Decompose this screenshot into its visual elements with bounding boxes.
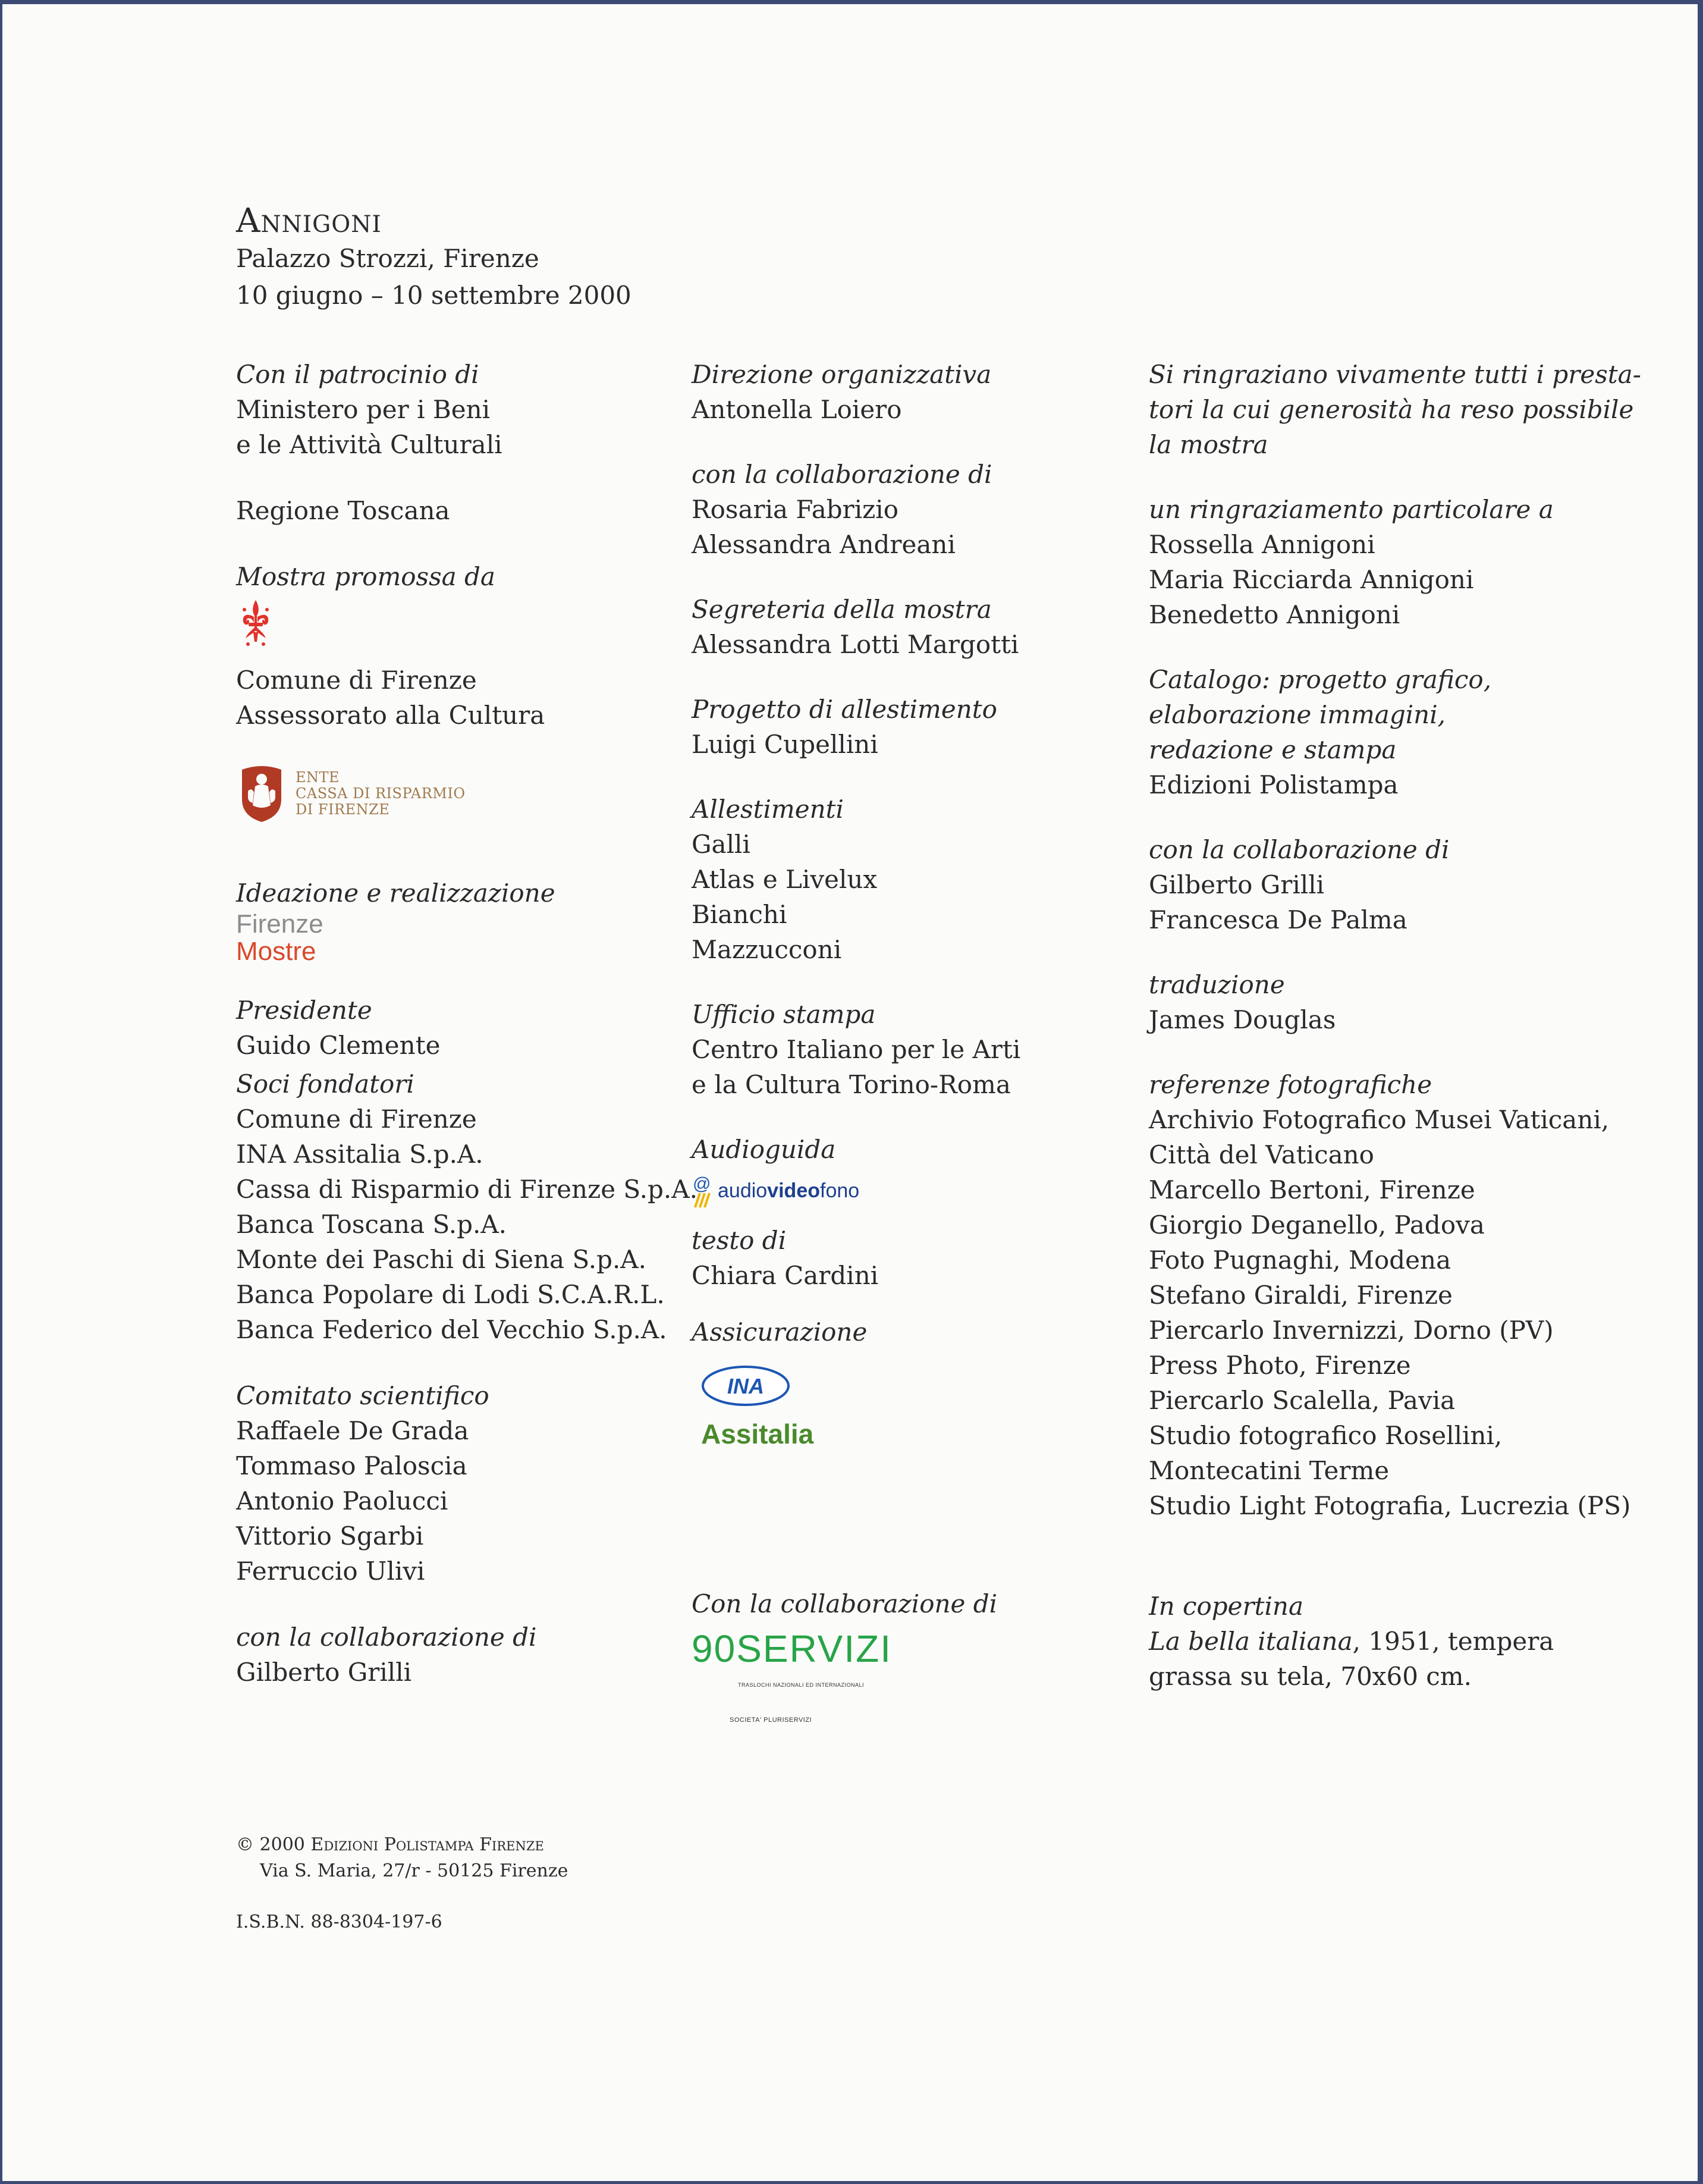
credit-line: Antonio Paolucci (236, 1486, 448, 1515)
credit-line: Galli (692, 830, 750, 859)
copertina-section (1149, 1589, 1613, 1694)
traduzione-section (1149, 967, 1613, 1037)
ina-logo-text: INA (727, 1374, 764, 1398)
credit-line: Piercarlo Scalella, Pavia (1149, 1386, 1456, 1415)
credit-line: Banca Toscana S.p.A. (236, 1210, 507, 1239)
book-binding-edge (1698, 0, 1703, 2184)
credit-line: Giorgio Deganello, Padova (1149, 1210, 1485, 1240)
credit-line: Foto Pugnaghi, Modena (1149, 1245, 1451, 1275)
credit-line: Studio fotografico Rosellini, (1149, 1421, 1503, 1450)
firenze-mostre-logo-line: Firenze (236, 909, 323, 939)
credit-line: Città del Vaticano (1149, 1140, 1374, 1169)
isbn-line: I.S.B.N. 88-8304-197-6 (236, 1912, 442, 1932)
section-label: Comitato scientifico (236, 1381, 489, 1410)
section-label: Ufficio stampa (692, 1000, 876, 1029)
cover-work-title: La bella italiana (1149, 1627, 1353, 1656)
credit-line: Marcello Bertoni, Firenze (1149, 1175, 1475, 1204)
credit-line: Ministero per i Beni (236, 395, 491, 424)
credit-line: Edizioni Polistampa (1149, 770, 1399, 799)
credit-line: Raffaele De Grada (236, 1416, 469, 1445)
publisher-footer (236, 1832, 568, 1935)
regione-section (236, 493, 676, 528)
audiovideofono-logo-part: audio (718, 1179, 768, 1202)
collaborazione-section (236, 1620, 676, 1690)
comitato-section (236, 1378, 676, 1589)
credit-line: Chiara Cardini (692, 1261, 879, 1290)
cassa-logo-line: CASSA DI RISPARMIO (296, 785, 466, 802)
credit-line: Luigi Cupellini (692, 730, 878, 759)
credit-line: Guido Clemente (236, 1031, 441, 1060)
servizi-logo-sub: SOCIETA' PLURISERVIZI (730, 1717, 812, 1724)
patrocinio-section (236, 357, 676, 462)
section-label: Progetto di allestimento (692, 695, 997, 724)
cassa-di-risparmio-logo (236, 764, 676, 823)
credit-line: Piercarlo Invernizzi, Dorno (PV) (1149, 1316, 1554, 1345)
credit-line: Maria Ricciarda Annigoni (1149, 565, 1474, 594)
credit-line: Atlas e Livelux (692, 865, 878, 894)
section-label: Assicurazione (692, 1317, 868, 1347)
credit-line: Mazzucconi (692, 935, 842, 964)
copyright-line: © 2000 Edizioni Polistampa Firenze (236, 1834, 544, 1855)
section-label: referenze fotografiche (1149, 1070, 1432, 1099)
credit-line: Stefano Giraldi, Firenze (1149, 1281, 1453, 1310)
collaborazione-servizi-section (692, 1586, 1132, 1738)
credit-line: Alessandra Lotti Margotti (692, 630, 1019, 659)
promossa-section (236, 559, 676, 733)
credit-line: Assessorato alla Cultura (236, 701, 545, 730)
credit-line: e le Attività Culturali (236, 430, 502, 459)
credit-line: Montecatini Terme (1149, 1456, 1390, 1485)
section-label: Ideazione e realizzazione (236, 878, 555, 908)
firenze-mostre-logo-line: Mostre (236, 937, 316, 966)
section-label: un ringraziamento particolare a (1149, 495, 1554, 524)
cassa-logo-text (296, 770, 466, 818)
section-label: con la collaborazione di (692, 460, 992, 489)
svg-text:@: @ (693, 1174, 711, 1194)
section-label: Mostra promossa da (236, 562, 495, 591)
segreteria-section (692, 592, 1132, 662)
section-label: testo di (692, 1226, 787, 1255)
credit-line: Banca Popolare di Lodi S.C.A.R.L. (236, 1280, 665, 1309)
credit-line: Banca Federico del Vecchio S.p.A. (236, 1315, 667, 1344)
credit-line: Tommaso Paloscia (236, 1451, 467, 1480)
section-label: Catalogo: progetto grafico, (1149, 665, 1492, 694)
cover-work-details: , 1951, tempera (1352, 1627, 1554, 1656)
cassa-logo-line: DI FIRENZE (296, 801, 390, 818)
credit-line: Comune di Firenze (236, 666, 477, 695)
soci-section (236, 1066, 697, 1347)
credit-line: Monte dei Paschi di Siena S.p.A. (236, 1245, 646, 1274)
audiovideofono-at-icon (692, 1173, 718, 1209)
section-label: con la collaborazione di (1149, 835, 1450, 864)
exhibition-header (236, 202, 631, 314)
audiovideofono-logo (692, 1171, 1132, 1209)
servizi-logo-sub: TRASLOCHI NAZIONALI ED INTERNAZIONALI (738, 1682, 865, 1688)
credit-line: Gilberto Grilli (236, 1658, 412, 1687)
cassa-logo-line: ENTE (296, 768, 340, 786)
credits-column-right (1149, 357, 1641, 1694)
credit-line: Rosaria Fabrizio (692, 495, 898, 524)
testo-section (692, 1223, 1132, 1293)
section-label: redazione e stampa (1149, 735, 1397, 764)
allestimenti-section (692, 792, 1132, 967)
section-label: Segreteria della mostra (692, 595, 992, 624)
thanks-line: la mostra (1149, 430, 1268, 459)
exhibition-title: Annigoni (236, 202, 382, 240)
credits-column-left (236, 357, 697, 1690)
90-servizi-logo (692, 1627, 1132, 1738)
book-binding-edge (0, 0, 2, 2184)
thanks-line: Si ringraziano vivamente tutti i presta- (1149, 360, 1641, 389)
credit-line: e la Cultura Torino-Roma (692, 1070, 1011, 1099)
section-label: Con la collaborazione di (692, 1589, 998, 1618)
section-label: Presidente (236, 996, 372, 1025)
firenze-mostre-logo (236, 911, 676, 965)
audioguida-section (692, 1132, 1132, 1209)
section-label: traduzione (1149, 970, 1285, 999)
section-label: Audioguida (692, 1135, 836, 1164)
book-binding-edge (0, 0, 1703, 4)
assicurazione-section (692, 1314, 1132, 1452)
credit-line: Studio Light Fotografia, Lucrezia (PS) (1149, 1491, 1631, 1520)
ringraziamento-particolare-section (1149, 492, 1613, 632)
servizi-logo-main: 90SERVIZI (692, 1627, 892, 1670)
section-label: con la collaborazione di (236, 1623, 537, 1652)
credit-line: Rossella Annigoni (1149, 530, 1375, 559)
credit-line: Comune di Firenze (236, 1104, 477, 1134)
presidente-section (236, 993, 676, 1063)
ideazione-section (236, 876, 676, 965)
credit-line: Antonella Loiero (692, 395, 902, 424)
credit-line: Cassa di Risparmio di Firenze S.p.A. (236, 1175, 697, 1204)
progetto-section (692, 692, 1132, 762)
audiovideofono-logo-part: fono (820, 1179, 860, 1202)
publisher-address: Via S. Maria, 27/r - 50125 Firenze (260, 1860, 568, 1881)
credit-line: Vittorio Sgarbi (236, 1521, 424, 1551)
credit-line: Benedetto Annigoni (1149, 600, 1400, 629)
credit-line: Ferruccio Ulivi (236, 1557, 425, 1586)
credit-line: Centro Italiano per le Arti (692, 1035, 1021, 1064)
ufficio-stampa-section (692, 997, 1132, 1102)
credit-line: Press Photo, Firenze (1149, 1351, 1411, 1380)
credit-line: INA Assitalia S.p.A. (236, 1140, 483, 1169)
credit-line: Francesca De Palma (1149, 905, 1407, 934)
section-label: Con il patrocinio di (236, 360, 479, 389)
credit-line: Bianchi (692, 900, 787, 929)
credit-line: Regione Toscana (236, 496, 450, 525)
florence-lily-logo (241, 598, 676, 658)
section-label: Direzione organizzativa (692, 360, 992, 389)
direzione-section (692, 357, 1132, 427)
book-binding-edge (0, 2181, 1703, 2184)
credit-line: Alessandra Andreani (692, 530, 956, 559)
credits-column-middle (692, 357, 1132, 1738)
cassa-emblem-icon (236, 764, 287, 823)
collaborazione-section (1149, 832, 1613, 937)
credit-line: James Douglas (1149, 1005, 1336, 1034)
referenze-section (1149, 1067, 1631, 1523)
ina-oval-icon (701, 1365, 790, 1407)
section-label: In copertina (1149, 1592, 1304, 1621)
section-label: elaborazione immagini, (1149, 700, 1446, 729)
florence-lily-icon (241, 598, 271, 649)
audiovideofono-logo-part: video (767, 1179, 821, 1202)
section-label: Allestimenti (692, 795, 844, 824)
ringraziamenti-section (1149, 357, 1641, 462)
assitalia-logo-text: Assitalia (701, 1419, 814, 1449)
cover-caption-line: grassa su tela, 70x60 cm. (1149, 1662, 1472, 1691)
catalogo-section (1149, 662, 1613, 802)
exhibition-venue: Palazzo Strozzi, Firenze (236, 244, 539, 273)
cover-caption-line (1149, 1624, 1613, 1659)
exhibition-dates: 10 giugno – 10 settembre 2000 (236, 281, 631, 310)
thanks-line: tori la cui generosità ha reso possibile (1149, 395, 1634, 424)
section-label: Soci fondatori (236, 1069, 414, 1099)
credit-line: Archivio Fotografico Musei Vaticani, (1149, 1105, 1610, 1134)
collaborazione-section (692, 457, 1132, 562)
credit-line: Gilberto Grilli (1149, 870, 1325, 899)
ina-assitalia-logo (701, 1365, 1132, 1452)
